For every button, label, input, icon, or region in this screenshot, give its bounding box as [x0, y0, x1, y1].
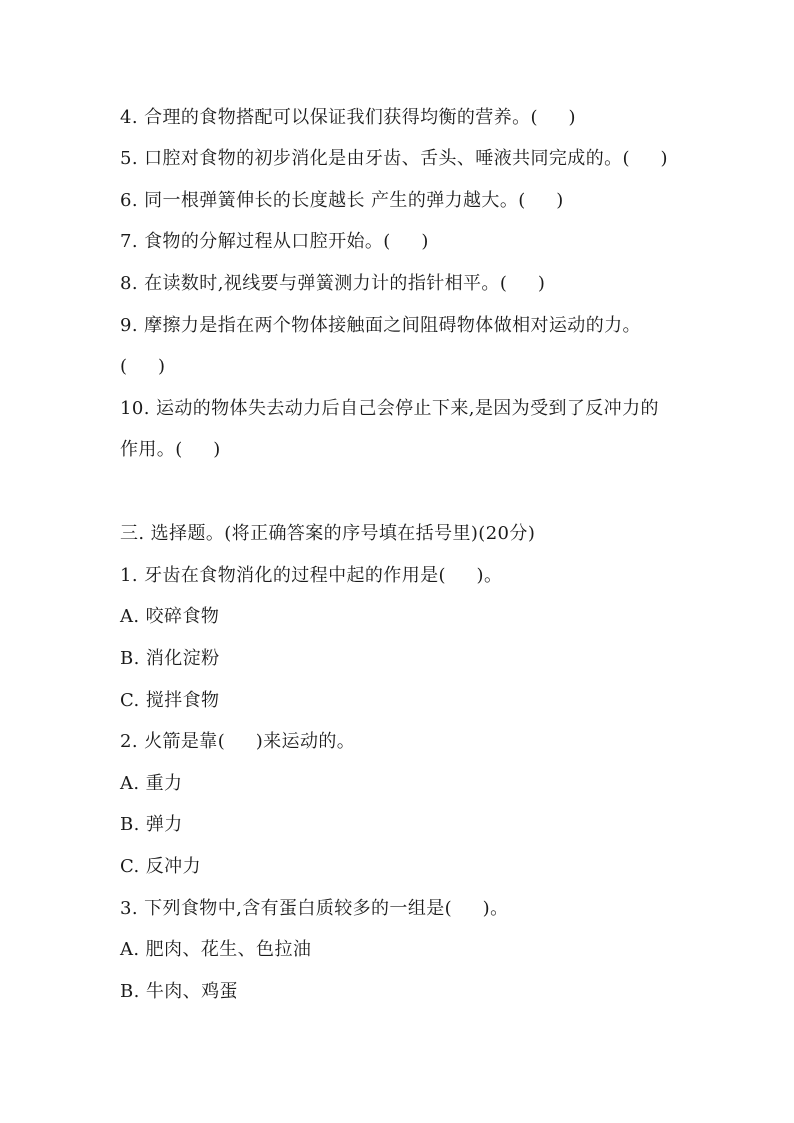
section-three-heading: 三. 选择题。(将正确答案的序号填在括号里)(20分) [120, 523, 536, 544]
question-1-stem: 1. 牙齿在食物消化的过程中起的作用是( )。 [120, 565, 503, 586]
question-2-option-a: A. 重力 [120, 773, 183, 794]
question-1-option-b: B. 消化淀粉 [120, 648, 220, 669]
judgement-item-10: 10. 运动的物体失去动力后自己会停止下来,是因为受到了反冲力的 [120, 398, 659, 419]
judgement-item-8: 8. 在读数时,视线要与弹簧测力计的指针相平。( ) [120, 273, 546, 294]
question-1-option-c: C. 搅拌食物 [120, 690, 220, 711]
judgement-item-10-cont: 作用。( ) [120, 439, 221, 460]
judgement-item-9-answer: ( ) [120, 356, 166, 377]
question-2-stem: 2. 火箭是靠( )来运动的。 [120, 731, 356, 752]
judgement-item-7: 7. 食物的分解过程从口腔开始。( ) [120, 231, 429, 252]
question-1-option-a: A. 咬碎食物 [120, 606, 220, 627]
judgement-item-6: 6. 同一根弹簧伸长的长度越长 产生的弹力越大。( ) [120, 190, 564, 211]
question-3-option-b: B. 牛肉、鸡蛋 [120, 981, 238, 1002]
question-3-stem: 3. 下列食物中,含有蛋白质较多的一组是( )。 [120, 898, 509, 919]
question-2-option-c: C. 反冲力 [120, 856, 201, 877]
judgement-item-9: 9. 摩擦力是指在两个物体接触面之间阻碍物体做相对运动的力。 [120, 315, 641, 336]
question-2-option-b: B. 弹力 [120, 814, 183, 835]
judgement-item-5: 5. 口腔对食物的初步消化是由牙齿、舌头、唾液共同完成的。( ) [120, 148, 668, 169]
question-3-option-a: A. 肥肉、花生、色拉油 [120, 939, 312, 960]
judgement-item-4: 4. 合理的食物搭配可以保证我们获得均衡的营养。( ) [120, 107, 576, 128]
